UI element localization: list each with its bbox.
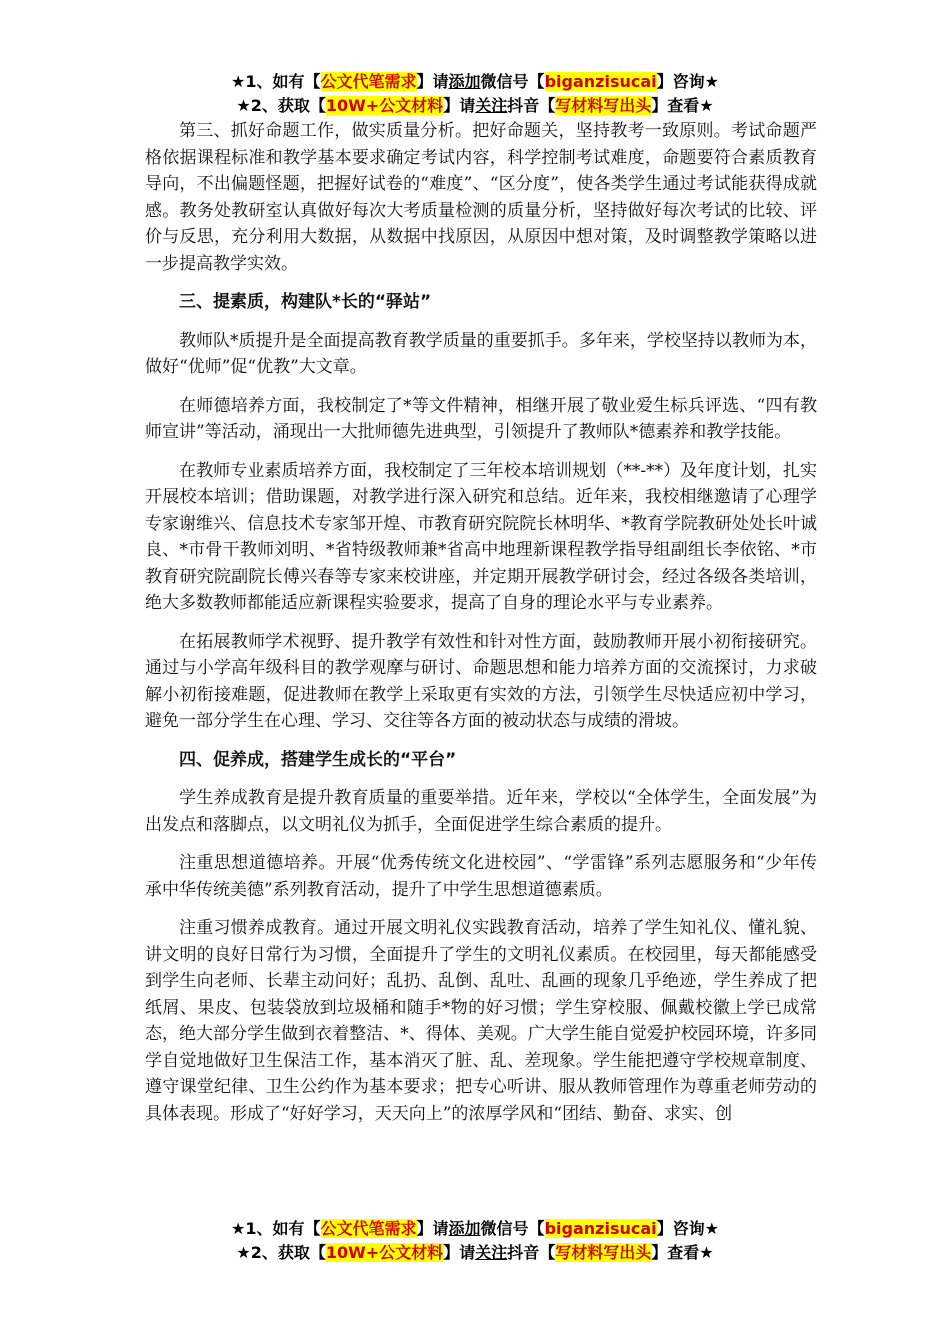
paragraph: 注重习惯养成教育。通过开展文明礼仪实践教育活动，培养了学生知礼仪、懂礼貌、讲文明的良好日常行为习惯，全面提升了学生的文明礼仪素质。在校园里，每天都能感受到学生向老师、长辈主动问好；乱扔、乱倒、乱吐、乱画的现象几乎绝迹，学生养成了把纸屑、果皮、包装袋放到垃圾桶和随手*物的好习惯；学生穿校服、佩戴校徽上学已成常态，绝大部分学生做到衣着整洁、*、得体、美观。广大学生能自觉爱护校园环境，许多同学自觉地做好卫生保洁工作，基本消灭了脏、乱、差现象。学生能把遵守学校规章制度、遵守课堂纪律、卫生公约作为基本要求；把专心听讲、服从教师管理作为尊重老师劳动的具体表现。形成了“好好学习，天天向上”的浓厚学风和“团结、勤奋、求实、创 xyxy=(145,918,817,1124)
banner-highlight: 10W+公文材料 xyxy=(325,1243,444,1262)
banner-text: 】请 xyxy=(443,1243,476,1262)
banner-text: 抖音【 xyxy=(507,96,556,115)
banner-line-2 xyxy=(0,1241,950,1265)
banner-highlight: 写材料写出头 xyxy=(555,1243,652,1262)
paragraph: 第三、抓好命题工作，做实质量分析。把好命题关，坚持教考一致原则。考试命题严格依据课程标准和教学基本要求确定考试内容，科学控制考试难度，命题要符合素质教育导向，不出偏题怪题，把握好试卷的“难度”、“区分度”，使各类学生通过考试能获得成就感。教务处教研室认真做好每次大考质量检测的质量分析，坚持做好每次考试的比较、评价与反思，充分利用大数据，从数据中找原因，从原因中想对策，及时调整教学策略以进一步提高教学实效。 xyxy=(145,121,817,274)
banner-underlined: 关注 xyxy=(475,1243,508,1262)
banner-text: 微信号【 xyxy=(480,1219,545,1238)
banner-text: 】查看★ xyxy=(651,96,714,115)
paragraph: 教师队*质提升是全面提高教育教学质量的重要抓手。多年来，学校坚持以教师为本，做好“优师”促“优教”大文章。 xyxy=(145,330,817,377)
paragraph: 在教师专业素质培养方面，我校制定了三年校本培训规划（**-**）及年度计划，扎实开展校本培训；借助课题，对教学进行深入研究和总结。近年来，我校相继邀请了心理学专家谢维兴、信息技术专家邹开煌、市教育研究院院长林明华、*教育学院教研处处长叶诚良、*市骨干教师刘明、*省特级教师兼*省高中地理新课程教学指导组副组长李依铭、*市教育研究院副院长傅兴春等专家来校讲座，并定期开展教学研讨会，经过各级各类培训，绝大多数教师都能适应新课程实验要求，提高了自身的理论水平与专业素养。 xyxy=(145,460,817,613)
banner-text: 】查看★ xyxy=(651,1243,714,1262)
banner-text: ★1、如有【 xyxy=(231,1219,321,1238)
banner-text: ★1、如有【 xyxy=(231,72,321,91)
banner-text: 】咨询★ xyxy=(656,1219,719,1238)
document-body xyxy=(145,118,817,1127)
banner-text: ★2、获取【 xyxy=(236,1243,326,1262)
banner-highlight: biganzisucai xyxy=(544,72,657,91)
banner-line-1 xyxy=(0,70,950,94)
footer-banner xyxy=(0,1217,950,1265)
banner-underlined: 添加 xyxy=(448,1219,481,1238)
banner-highlight: 公文代笔需求 xyxy=(320,1219,417,1238)
section-heading: 三、提素质，构建队*长的“驿站” xyxy=(179,292,432,312)
banner-underlined: 添加 xyxy=(448,72,481,91)
banner-underlined: 关注 xyxy=(475,96,508,115)
paragraph: 学生养成教育是提升教育质量的重要举措。近年来，学校以“全体学生，全面发展”为出发点和落脚点，以文明礼仪为抓手，全面促进学生综合素质的提升。 xyxy=(145,788,817,835)
banner-text: 】请 xyxy=(416,72,449,91)
header-banner xyxy=(0,70,950,118)
banner-highlight: 公文代笔需求 xyxy=(320,72,417,91)
banner-text: 抖音【 xyxy=(507,1243,556,1262)
banner-line-2 xyxy=(0,94,950,118)
banner-highlight: 10W+公文材料 xyxy=(325,96,444,115)
banner-text: 】咨询★ xyxy=(656,72,719,91)
paragraph: 注重思想道德培养。开展“优秀传统文化进校园”、“学雷锋”系列志愿服务和“少年传承中华传统美德”系列教育活动，提升了中学生思想道德素质。 xyxy=(145,853,817,900)
section-heading: 四、促养成，搭建学生成长的“平台” xyxy=(179,749,457,770)
banner-line-1 xyxy=(0,1217,950,1241)
banner-text: 】请 xyxy=(443,96,476,115)
banner-highlight: biganzisucai xyxy=(544,1219,657,1238)
banner-highlight: 写材料写出头 xyxy=(555,96,652,115)
paragraph: 在拓展教师学术视野、提升教学有效性和针对性方面，鼓励教师开展小初衔接研究。通过与小学高年级科目的教学观摩与研讨、命题思想和能力培养方面的交流探讨，力求破解小初衔接难题，促进教师在教学上采取更有实效的方法，引领学生尽快适应初中学习，避免一部分学生在心理、学习、交往等各方面的被动状态与成绩的滑坡。 xyxy=(145,631,817,731)
banner-text: ★2、获取【 xyxy=(236,96,326,115)
paragraph: 在师德培养方面，我校制定了*等文件精神，相继开展了敬业爱生标兵评选、“四有教师宣讲”等活动，涌现出一大批师德先进典型，引领提升了教师队*德素养和教学技能。 xyxy=(145,395,817,442)
banner-text: 】请 xyxy=(416,1219,449,1238)
banner-text: 微信号【 xyxy=(480,72,545,91)
